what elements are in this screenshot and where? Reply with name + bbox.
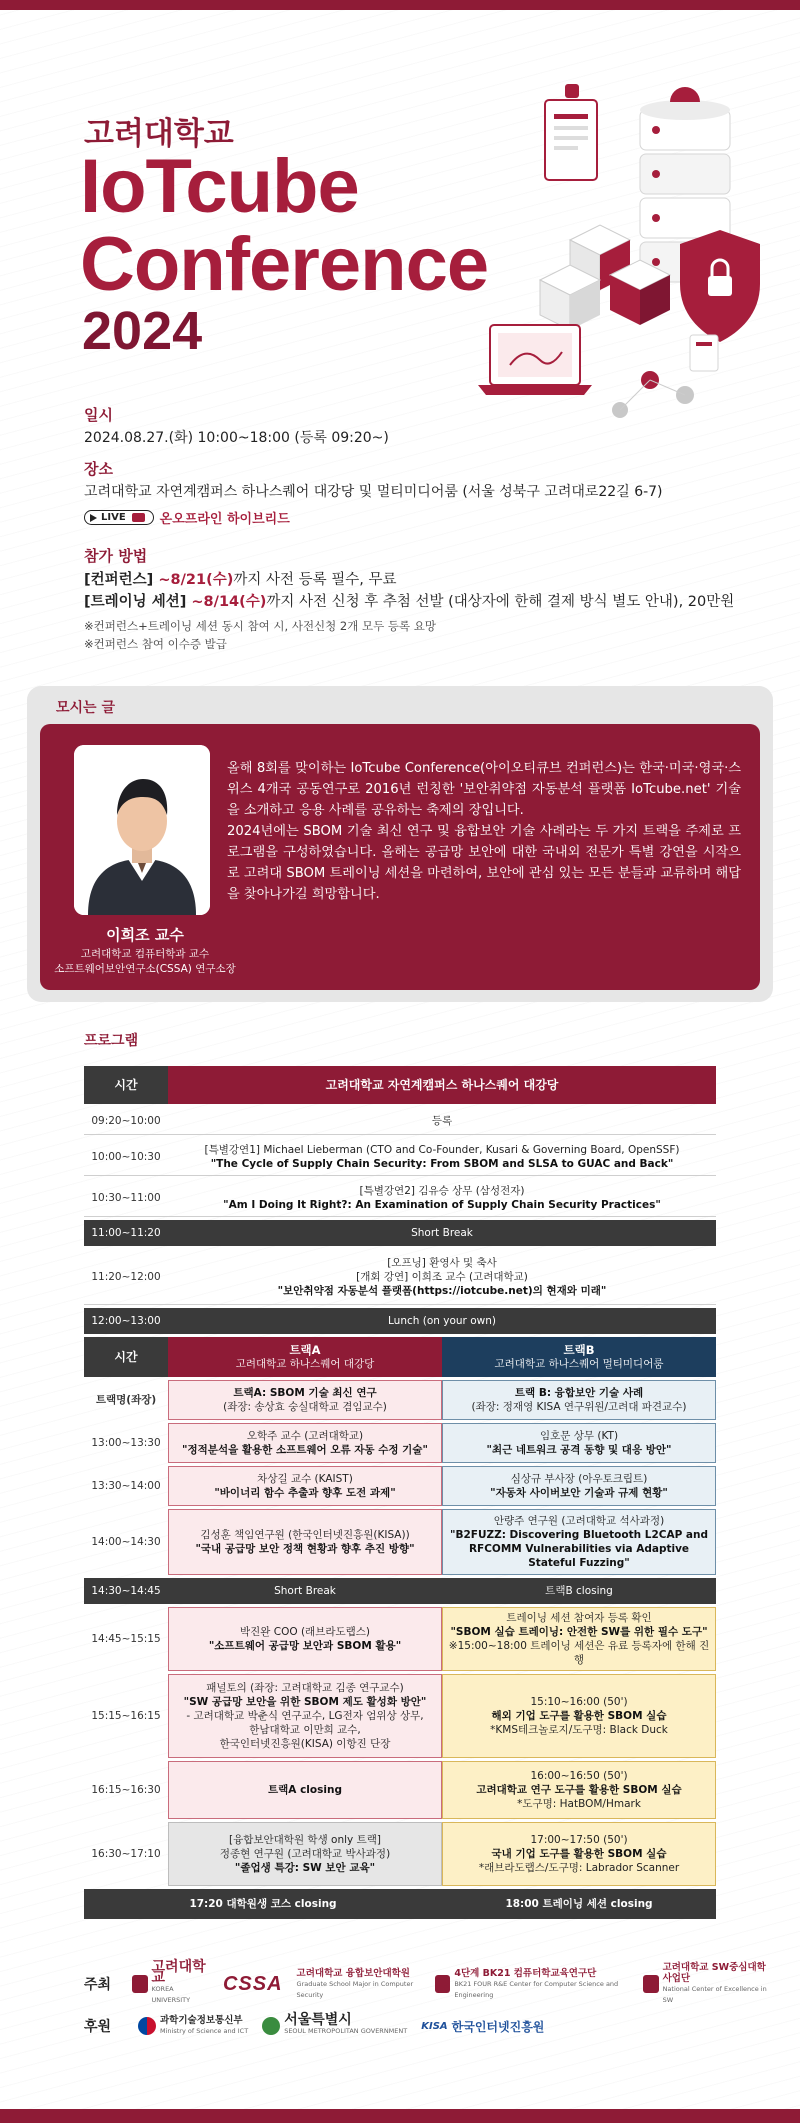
conference-rest: 까지 사전 등록 필수, 무료 [233,572,397,588]
training-cell [442,1761,716,1819]
camera-icon [132,513,145,522]
shield-lock-icon [680,230,760,342]
professor-title-2: 소프트웨어보안연구소(CSSA) 연구소장 [54,963,236,975]
time-cell: 11:20~12:00 [84,1249,168,1305]
logo-sub: KISA [421,2020,448,2032]
track-a-cell [168,1466,442,1506]
talk-title: "정적분석을 활용한 소프트웨어 오류 자동 수정 기술" [182,1444,428,1456]
track-b-chair: (좌장: 정재영 KISA 연구위원/고려대 파견교수) [471,1401,687,1413]
logo-sub: KOREA UNIVERSITY [151,1985,191,2004]
time-cell: 10:30~11:00 [84,1179,168,1217]
table-row [84,1674,716,1758]
training-cell [442,1674,716,1758]
talk-title: "졸업생 특강: SW 보안 교육" [234,1862,376,1874]
hybrid-text: 온오프라인 하이브리드 [159,512,290,527]
speaker: 심상규 부사장 (아우토크립트) [510,1473,648,1485]
time-cell: 16:15~16:30 [91,1784,161,1796]
logo-sub: Graduate School Major in Computer Security [296,1979,414,1999]
track-a-cell [168,1607,442,1671]
talk-title: "바이너리 함수 추출과 향후 도전 과제" [214,1487,396,1499]
track-a-break: Short Break [168,1578,442,1604]
training-title: 해외 기업 도구를 활용한 SBOM 실습 [491,1710,667,1722]
training-method [84,591,784,613]
session-line: [특별강연2] 김유승 상무 (삼성전자) [359,1184,525,1197]
session-cell [168,1179,716,1217]
table-row [84,1761,716,1819]
title-line-1: IoTcube [80,144,359,229]
track-b-header [442,1337,716,1377]
time-cell: 11:00~11:20 [84,1220,168,1246]
speaker: 임호문 상무 (KT) [539,1430,619,1442]
track-b-cell [442,1423,716,1463]
kisa-logo [421,2018,544,2035]
conference-year: 2024 [82,301,203,361]
panel-members: 한남대학교 이만희 교수, [249,1724,361,1736]
greeting-label: 모시는 글 [56,700,115,716]
crest-icon [132,1975,147,1993]
table-row [84,1822,716,1886]
conference-deadline: ~8/21(수) [158,572,234,588]
grad-closing: 17:20 대학원생 코스 closing [84,1889,442,1919]
training-title: 고려대학교 연구 도구를 활용한 SBOM 실습 [476,1784,682,1796]
seoul-icon [262,2017,280,2035]
training-note: ※15:00~18:00 트레이닝 세션은 유료 등록자에 한해 진행 [448,1640,710,1666]
date-label: 일시 [84,406,113,424]
seoul-logo [262,2012,408,2037]
note-2: ※컨퍼런스 참여 이수증 발급 [84,637,227,651]
korea-univ-logo [132,1959,209,2006]
sw-center-logo [643,1962,774,2006]
track-a-cell [168,1509,442,1575]
logo-sub: SEOUL METROPOLITAN GOVERNMENT [284,2027,408,2035]
session-line: [특별강연1] Michael Lieberman (CTO and Co-Founder, Kusari & Governing Board, OpenSSF) [204,1143,680,1156]
lunch-label: Lunch (on your own) [168,1308,716,1334]
speaker: 차상길 교수 (KAIST) [257,1473,353,1485]
talk-title: "B2FUZZ: Discovering Bluetooth L2CAP and RFCOMM Vulnerabilities via Adaptive Stateful Fuzzing" [450,1529,709,1569]
main-hall-header: 고려대학교 자연계캠퍼스 하나스퀘어 대강당 [168,1066,716,1104]
logo-name: 한국인터넷진흥원 [451,2019,545,2034]
conference-method [84,569,784,591]
training-closing: 18:00 트레이닝 세션 closing [442,1889,716,1919]
speaker: 안량주 연구원 (고려대학교 석사과정) [493,1515,665,1527]
training-time: 15:10~16:00 (50') [530,1696,628,1708]
live-badge [84,510,154,525]
panel-members: - 고려대학교 박춘식 연구교수, LG전자 엄위상 상무, [186,1710,424,1722]
track-a-header [168,1337,442,1377]
track-b-name: 트랙 B: 융합보안 기술 사례 [514,1387,644,1399]
event-info [84,404,784,653]
track-b-cell [442,1380,716,1420]
time-cell: 09:20~10:00 [84,1107,168,1135]
table-row [84,1607,716,1671]
table-row [84,1179,716,1217]
table-row [84,1466,716,1506]
talk-title: "자동차 사이버보안 기술과 규제 현황" [490,1487,668,1499]
track-a-cell [168,1674,442,1758]
session-cell [168,1249,716,1305]
track-b-closing: 트랙B closing [442,1578,716,1604]
grad-track-label: [융합보안대학원 학생 only 트랙] [229,1834,381,1846]
track-a-cell [168,1423,442,1463]
track-b-room: 고려대학교 하나스퀘어 멀티미디어룸 [494,1358,664,1370]
time-cell: 10:00~10:30 [84,1138,168,1176]
logo-name: 4단계 BK21 컴퓨터학교육연구단 [454,1967,597,1979]
venue-value: 고려대학교 자연계캠퍼스 하나스퀘어 대강당 및 멀티미디어룸 (서울 성북구 고려대로22길 6-7) [84,484,663,500]
schedule-header-row [84,1066,716,1104]
session-line: [개회 강연] 이희조 교수 (고려대학교) [356,1270,528,1283]
break-label: Short Break [168,1220,716,1246]
sponsor-row [84,2012,774,2037]
university-name: 고려대학교 [84,116,234,152]
track-b-title: 트랙B [563,1343,595,1357]
track-a-name: 트랙A: SBOM 기술 최신 연구 [233,1387,377,1399]
training-deadline: ~8/14(수) [191,594,267,610]
session-line: 등록 [431,1114,453,1127]
time-header: 시간 [84,1337,168,1377]
track-b-cell [442,1509,716,1575]
professor-photo [74,745,210,915]
logo-sub: National Center of Excellence in SW [662,1985,767,2004]
training-time: 16:00~16:50 (50') [530,1770,628,1782]
sponsor-label: 후원 [84,2019,112,2035]
document-card-icon [545,84,597,180]
top-accent-bar [0,0,800,10]
track-header-row [84,1337,716,1377]
time-cell: 13:00~13:30 [91,1437,161,1449]
host-label: 주최 [84,1977,112,1993]
break-row [84,1578,716,1604]
training-title: 국내 기업 도구를 활용한 SBOM 실습 [491,1848,667,1860]
professor-name: 이희조 교수 [106,926,184,944]
training-cell [442,1607,716,1671]
bottom-accent-bar [0,2109,800,2123]
note-1: ※컨퍼런스+트레이닝 세션 동시 참여 시, 사전신청 2개 모두 등록 요망 [84,619,436,633]
greeting-paragraph-1: 올해 8회를 맞이하는 IoTcube Conference(아이오티큐브 컨퍼런스)는 한국·미국·영국·스위스 4개국 공동연구로 2016년 런칭한 '보안취약점 자동분석 플랫폼 IoTcube.net' 기술을 소개하고 응용 사례를 공유하는 축제의 장입니다. [227,761,741,818]
training-time: 17:00~17:50 (50') [530,1834,628,1846]
training-cell [442,1822,716,1886]
table-row [84,1509,716,1575]
training-tool: *KMS테크놀로지/도구명: Black Duck [490,1724,668,1736]
msit-logo [138,2015,248,2037]
training-rest: 까지 사전 신청 후 추첨 선발 (대상자에 한해 결제 방식 별도 안내), 20만원 [266,594,735,610]
session-title: "The Cycle of Supply Chain Security: From SBOM and SLSA to GUAC and Back" [210,1157,674,1170]
training-tool: *래브라도랩스/도구명: Labrador Scanner [478,1862,680,1874]
conference-title [80,144,489,307]
taeguk-icon [138,2017,156,2035]
conference-prefix: [컨퍼런스] [84,572,154,588]
program-label: 프로그램 [84,1033,139,1049]
track-a-cell [168,1380,442,1420]
program-schedule-table [84,1063,716,1922]
table-row [84,1380,716,1420]
training-title: "SBOM 실습 트레이닝: 안전한 SW를 위한 필수 도구" [450,1626,708,1638]
logo-name: 고려대학교 [151,1959,206,1986]
professor-title-1: 고려대학교 컴퓨터학과 교수 [80,948,210,960]
logo-name: 과학기술정보통신부 [160,2015,243,2026]
break-row [84,1220,716,1246]
crest-icon [435,1975,450,1993]
laptop-icon [478,325,592,395]
training-tool: *도구명: HatBOM/Hmark [517,1798,641,1810]
training-prefix: [트레이닝 세션] [84,594,187,610]
speaker: 오학주 교수 (고려대학교) [246,1430,364,1442]
speaker: 김성훈 책임연구원 (한국인터넷진흥원(KISA)) [200,1529,410,1541]
table-row [84,1138,716,1176]
avatar [74,745,210,915]
talk-title: "국내 공급망 보안 정책 현황과 향후 추진 방향" [195,1543,415,1555]
table-row [84,1423,716,1463]
venue-label: 장소 [84,460,113,478]
greeting-paragraph-2: 2024년에는 SBOM 기술 최신 연구 및 융합보안 기술 사례라는 두 가지 트랙을 주제로 프로그램을 구성하였습니다. 올해는 공급망 보안에 대한 국내외 전문가 특별 강연을 시작으로 고려대 SBOM 트레이닝 세션을 마련하여, 보안에 관심 있는 모든 분들과 교류하며 해답을 찾아나가길 희망합니다. [227,824,741,902]
logo-name: 서울특별시 [284,2012,352,2028]
crest-icon [643,1975,658,1993]
play-icon [90,514,97,522]
table-row [84,1107,716,1135]
panel-members: 한국인터넷진흥원(KISA) 이항진 단장 [219,1738,391,1750]
talk-title: "소프트웨어 공급망 보안과 SBOM 활용" [208,1640,402,1652]
session-cell [168,1138,716,1176]
session-line: [오프닝] 환영사 및 축사 [387,1256,497,1269]
time-cell: 14:30~14:45 [84,1578,168,1604]
panel-title: "SW 공급망 보안을 위한 SBOM 제도 활성화 방안" [183,1696,427,1708]
time-cell: 14:00~14:30 [91,1536,161,1548]
title-line-2: Conference [80,222,489,307]
table-row [84,1249,716,1305]
track-a-closing: 트랙A closing [168,1761,442,1819]
talk-title: "최근 네트워크 공격 동향 및 대응 방안" [486,1444,672,1456]
cssa-logo: CSSA [222,1972,283,1995]
logo-sub: Ministry of Science and ICT [160,2027,249,2035]
session-title: "보안취약점 자동분석 플랫폼(https://iotcube.net)의 현재와 미래" [277,1284,607,1297]
greeting-text [227,758,741,905]
closing-row [84,1889,716,1919]
host-row [84,1959,774,2006]
track-b-cell [442,1466,716,1506]
training-line: 트레이닝 세션 참여자 등록 확인 [506,1612,652,1624]
live-badge-text: LIVE [101,512,126,523]
session-cell [168,1107,716,1135]
track-a-title: 트랙A [289,1343,321,1357]
speaker: 정종현 연구원 (고려대학교 박사과정) [219,1848,391,1860]
bk21-logo [435,1968,629,2001]
method-label: 참가 방법 [84,547,148,565]
live-hybrid-row [84,508,784,527]
grad-track-cell [168,1822,442,1886]
time-header: 시간 [84,1066,168,1104]
grad-school-logo [297,1968,421,2001]
cube-cluster-icon [540,225,670,330]
chair-label: 트랙명(좌장) [95,1394,157,1406]
time-cell: 16:30~17:10 [91,1848,161,1860]
time-cell: 13:30~14:00 [91,1480,161,1492]
logo-name: 고려대학교 융합보안대학원 [296,1967,410,1979]
track-a-chair: (좌장: 송상효 숭실대학교 겸임교수) [223,1401,387,1413]
security-server-illustration [460,80,790,460]
session-title: "Am I Doing It Right?: An Examination of Supply Chain Security Practices" [223,1198,661,1211]
time-cell: 15:15~16:15 [91,1710,161,1722]
time-cell: 12:00~13:00 [84,1308,168,1334]
date-value: 2024.08.27.(화) 10:00~18:00 (등록 09:20~) [84,430,389,446]
panel-moderator: 패널토의 (좌장: 고려대학교 김종 연구교수) [206,1682,404,1694]
track-a-room: 고려대학교 하나스퀘어 대강당 [235,1358,375,1370]
logo-sub: BK21 FOUR R&E Center for Computer Science and Engineering [454,1979,619,1999]
speaker: 박진완 COO (래브라도랩스) [239,1626,371,1638]
time-cell: 14:45~15:15 [91,1633,161,1645]
lunch-row [84,1308,716,1334]
logo-name: 고려대학교 SW중심대학사업단 [662,1962,766,1984]
